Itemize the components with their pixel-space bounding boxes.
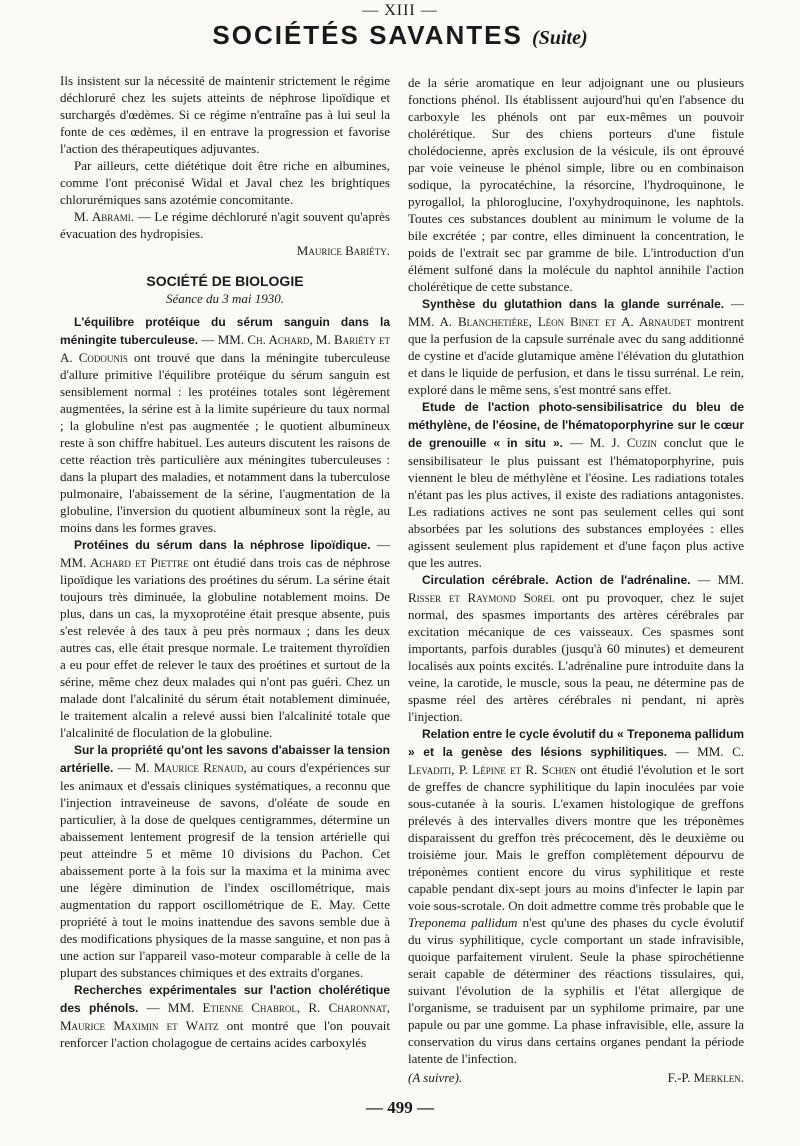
session-date: Séance du 3 mai 1930.: [165, 291, 285, 306]
title-main: SOCIÉTÉS SAVANTES: [212, 20, 523, 50]
article-authors: — M. Maurice Renaud,: [113, 760, 247, 775]
article-authors: — MM. Achard et Piettre: [60, 537, 391, 570]
article: [60, 313, 390, 536]
article-text: ont pu provoquer, chez le sujet normal, des spasmes importants des artères cérébrales par excitation mécanique de ces vaisseaux. Ces spasmes sont importants, parfois durables (jusqu'à 60 minutes) et demeurent localisés aux points excités. L'adrénaline pure introduite dans la veine, la carotide, le muscle, sous la peau, ne détermine pas de spasme réel des artères cérébrales ni pendant, ni après l'injection.: [408, 590, 744, 724]
article-title: Protéines du sérum dans la néphrose lipoïdique.: [74, 538, 371, 552]
title-suffix: (Suite): [532, 27, 588, 49]
article-title: Circulation cérébrale. Action de l'adrénaline.: [422, 573, 691, 587]
article-text: n'est qu'une des phases du cycle évolutif du virus syphilitique, cycle comportant un stade infravisible, quoique parfaitement virulent. Seule la phase spirochétienne serait capable de déterminer des réactions tissulaires, qui, suivant l'évolution de la syphilis et l'état allergique de l'organisme, se traduisent par un syphilome primaire, par une papule ou par une gomme. La phase infravisible, elle, assure la conservation du virus dans certains organes pendant la période latente de l'infection.: [408, 915, 744, 1066]
paragraph: Par ailleurs, cette diététique doit être riche en albumines, comme l'ont préconisé Widal et Javal chez les brightiques chlorurémiques sans azotémie concomitante.: [60, 158, 390, 207]
article-italic-term: Treponema pallidum: [408, 915, 518, 930]
article-text: ont montré que l'on pouvait renforcer l'action cholagogue de certains acides carboxylés: [60, 1018, 390, 1050]
paragraph: de la série aromatique en leur adjoignant une ou plusieurs fonctions phénol. Ils établissent aujourd'hui qu'en l'absence du carboxyle les phénols ont par eux-mêmes un pouvoir cholérétique. Sur des chiens porteurs d'une fistule cholédocienne, après exclusion de la vésicule, ils ont éprouvé par voie veineuse le phénol simple, libre ou en combinaison sodique, la pyrocatéchine, la résorcine, l'hydroquinone, le pyrogallol, la phloroglucine, l'oxyhydroquinone, les naphtols. Toutes ces substances doublent au minimum le volume de la bile excrétée ; par contre, elles diminuent la concentration, le poids de l'extrait sec par gramme de bile. L'introduction d'un élément sulfoné dans la molécule du naphtol annihile l'action cholérétique de cette substance.: [408, 75, 744, 294]
article-title: L'équilibre protéique du sérum sanguin dans la méningite tuberculeuse.: [60, 315, 390, 347]
author-name: M. Abrami.: [74, 209, 134, 224]
signature: Maurice Bariéty.: [296, 243, 390, 258]
left-column: [60, 72, 390, 1051]
article-title: Synthèse du glutathion dans la glande surrénale.: [422, 297, 725, 311]
article: [60, 981, 390, 1051]
page-number: — 499 —: [366, 1098, 434, 1117]
article-text: ont trouvé que dans la méningite tuberculeuse d'allure primitive l'équilibre protéique du sérum sanguin est sensiblement normal : les protéines totales sont légèrement augmentées, la sérine est à la limite supérieure du taux normal ; la globuline n'est pas augmentée ; le quotient albumineux reste à son chiffre habituel. Les auteurs discutent les raisons de cette réaction très particulière aux méningites tuberculeuses : dans la plupart des maladies, et notamment dans la tuberculose pulmonaire, l'abaissement de la sérine, l'augmentation de la globuline, l'inversion du quotient albumineux sont la règle, au moins dans les formes graves.: [60, 350, 391, 535]
article-title: Relation entre le cycle évolutif du « Treponema pallidum » et la genèse des lésions syphilitiques.: [408, 727, 744, 759]
article: [408, 571, 744, 725]
signature: F.-P. Merklen.: [667, 1070, 744, 1085]
paragraph: [60, 208, 390, 242]
right-column: [408, 74, 744, 1086]
article: [60, 741, 390, 981]
article-authors: — MM. A. Blanchetière, Léon Binet et A. Arnaudet: [408, 296, 744, 329]
article-title: Recherches expérimentales sur l'action cholérétique des phénols.: [60, 983, 390, 1015]
article-footer: [408, 1069, 744, 1086]
page-title: [0, 20, 800, 51]
article-text: ont étudié l'évolution et le sort de greffes de chancre syphilitique du lapin inoculées par voie sous-cutanée à la souris. L'examen histologique de greffons prélevés à des intervalles divers montre que les tréponèmes disparaissent du greffon très précocement, dès le deuxième ou troisième jour. Mais le greffon complètement dépourvu de tréponèmes contient encore du virus syphilitique et reste capable pendant dix-sept jours au moins d'infecter le lapin par voie sous-scrotale. On doit admettre comme très probable que le: [408, 762, 744, 913]
article: [408, 398, 744, 571]
article-authors: — MM. Ch. Achard, M. Bariéty et A. Codounis: [60, 332, 391, 365]
roman-page-number: — XIII —: [362, 2, 438, 19]
article: [60, 536, 390, 741]
article: [408, 725, 744, 1067]
article-title: Sur la propriété qu'ont les savons d'abaisser la tension artérielle.: [60, 743, 390, 775]
to-be-continued: (A suivre).: [408, 1070, 463, 1085]
article-text: ont étudié dans trois cas de néphrose lipoïdique les variations des proétines du sérum. La sérine était toujours très diminuée, la globuline notablement moins. De plus, dans un cas, la myxoprotéine était presque absente, puis s'est relevée à des taux à peu près normaux ; dans les deux autres cas, elle était presque normale. Le traitement thyroïdien a eu pour effet de relever le taux des proétines et surtout de la sérine, même chez deux malades qui n'ont pas guéri. Chez un malade dont l'alcalinité du sérum était notablement diminuée, le traitement alcalin a relevé aussi bien l'alcalinité totale que l'alcalinité de floculation de la globuline.: [60, 555, 390, 740]
section-heading: SOCIÉTÉ DE BIOLOGIE: [146, 273, 304, 289]
article-text: montrent que la perfusion de la capsule surrénale avec du sang additionné de cystine et d'acide glutamique amène l'élévation du glutathion et dans le liquide de perfusion, et dans le tissu surrénal. Le rein, exploré dans le même sens, s'est montré sans effet.: [408, 314, 745, 397]
article-text: conclut que le sensibilisateur le plus puissant est l'hématoporphyrine, puis viennent le bleu de méthylène et l'éosine. Les radiations totales n'étant pas les plus actives, il existe des radiations antagonistes. Les radiations actives ne sont pas seulement celles qui sont absorbées par les solutions des substances employées : elles agissent seulement plus rapidement et d'une façon plus active que les autres.: [408, 435, 744, 570]
paragraph: Ils insistent sur la nécessité de maintenir strictement le régime déchloruré chez les sujets atteints de néphrose lipoïdique et surchargés d'œdèmes. Si ce régime n'entraîne pas à lui seul la fonte de ces œdèmes, il en entrave la progression et favorise l'action des thérapeutiques adjuvantes.: [60, 73, 390, 156]
article-authors: — M. J. Cuzin: [562, 435, 657, 450]
article-text: au cours d'expériences sur les animaux et d'essais cliniques systématiques, a reconnu que l'injection intraveineuse de savons, d'oléate de soude en particulier, à la dose de quelques centigrammes, détermine un abaissement lentement progresif de la tension artérielle qui peut atteindre 5 et même 10 divisions du Pachon. Cet abaissement porte à la fois sur la maxima et la minima avec une légère diminution de l'index oscillométrique, mais augmentation du rapport oscillométrique de E. May. Cette propriété à tout le moins inattendue des savons semble due à des modifications physiques de la masse sanguine, et non pas à une action sur l'appareil vaso-moteur comparable à celle de la plupart des substances chimiques et des extraits d'organes.: [60, 760, 390, 980]
article-authors: — MM. Etienne Chabrol, R. Charonnat, Maurice Maximin et Waitz: [60, 1000, 390, 1033]
article-authors: — MM. C. Levaditi, P. Lépine et R. Schœn: [408, 744, 744, 777]
paragraph-text: — Le régime déchloruré n'agit souvent qu'après évacuation des hydropisies.: [60, 209, 390, 241]
article: [408, 295, 744, 398]
article-title: Etude de l'action photo-sensibilisatrice du bleu de méthylène, de l'éosine, de l'hématoporphyrine sur le cœur de grenouille « in situ ».: [408, 400, 744, 450]
article-authors: — MM. Risser et Raymond Sorel: [408, 572, 744, 605]
